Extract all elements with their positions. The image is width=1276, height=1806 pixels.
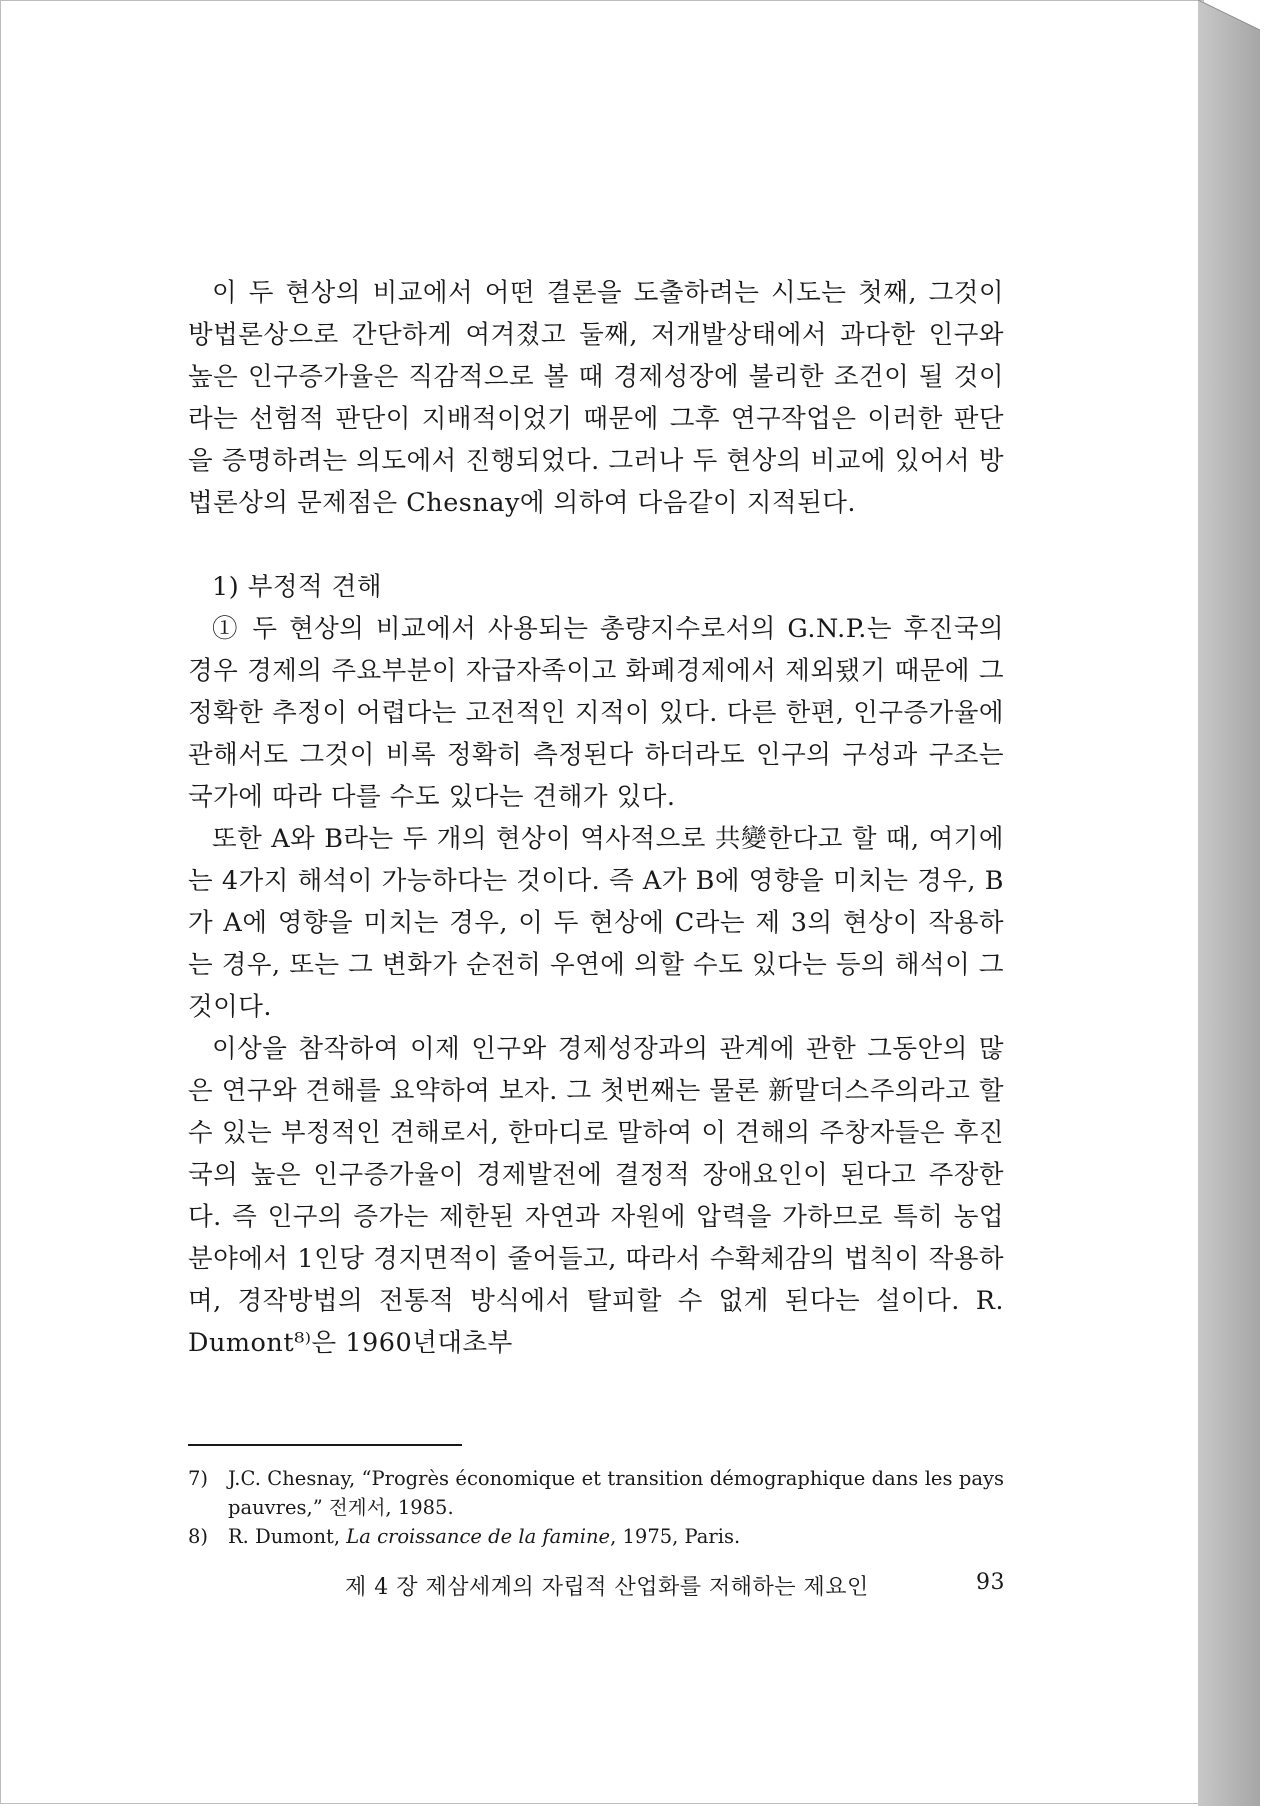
running-footer	[345, 1570, 1005, 1601]
page-stack-edge	[1198, 0, 1260, 1806]
footnote-text	[228, 1522, 1004, 1551]
paragraph-2: ① 두 현상의 비교에서 사용되는 총량지수로서의 G.N.P.는 후진국의 경우 경제의 주요부분이 자급자족이고 화폐경제에서 제외됐기 때문에 그 정확한 추정이 어렵다는 고전적인 지적이 있다. 다른 한편, 인구증가율에 관해서도 그것이 비록 정확히 측정된다 하더라도 인구의 구성과 구조는 국가에 따라 다를 수도 있다는 견해가 있다.	[188, 614, 1004, 812]
footnote-7	[188, 1464, 1004, 1522]
footnote-text	[228, 1464, 1004, 1522]
footnote-rule	[188, 1444, 462, 1446]
section-heading: 1) 부정적 견해	[212, 572, 383, 602]
main-text	[188, 272, 1004, 1364]
footnote-number: 7)	[188, 1467, 209, 1490]
footnote-book-title: La croissance de la famine	[346, 1525, 611, 1548]
footnote-author: R. Dumont,	[228, 1525, 347, 1548]
page-number: 93	[976, 1570, 1005, 1595]
footnote-number: 8)	[188, 1525, 209, 1548]
paragraph-3: 또한 A와 B라는 두 개의 현상이 역사적으로 共變한다고 할 때, 여기에는 4가지 해석이 가능하다는 것이다. 즉 A가 B에 영향을 미치는 경우, B가 A에 영향을 미치는 경우, 이 두 현상에 C라는 제 3의 현상이 작용하는 경우, 또는 그 변화가 순전히 우연에 의할 수도 있다는 등의 해석이 그것이다.	[188, 824, 1004, 1022]
chapter-title: 제 4 장 제삼세계의 자립적 산업화를 저해하는 제요인	[345, 1575, 869, 1600]
footnote-citation: J.C. Chesnay, “Progrès économique et transition démographique dans les pays pauvres,” 전게서, 1985.	[228, 1467, 1004, 1519]
footnote-8	[188, 1522, 1004, 1551]
paragraph-1: 이 두 현상의 비교에서 어떤 결론을 도출하려는 시도는 첫째, 그것이 방법론상으로 간단하게 여겨졌고 둘째, 저개발상태에서 과다한 인구와 높은 인구증가율은 직감적으로 볼 때 경제성장에 불리한 조건이 될 것이라는 선험적 판단이 지배적이었기 때문에 그후 연구작업은 이러한 판단을 증명하려는 의도에서 진행되었다. 그러나 두 현상의 비교에 있어서 방법론상의 문제점은 Chesnay에 의하여 다음같이 지적된다.	[188, 278, 1004, 518]
footnote-publication: , 1975, Paris.	[610, 1525, 741, 1548]
paragraph-4: 이상을 참작하여 이제 인구와 경제성장과의 관계에 관한 그동안의 많은 연구와 견해를 요약하여 보자. 그 첫번째는 물론 新말더스주의라고 할 수 있는 부정적인 견해로서, 한마디로 말하여 이 견해의 주창자들은 후진국의 높은 인구증가율이 경제발전에 결정적 장애요인이 된다고 주장한다. 즉 인구의 증가는 제한된 자연과 자원에 압력을 가하므로 특히 농업분야에서 1인당 경지면적이 줄어들고, 따라서 수확체감의 법칙이 작용하며, 경작방법의 전통적 방식에서 탈피할 수 없게 된다는 설이다. R. Dumont⁸⁾은 1960년대초부	[188, 1034, 1004, 1358]
footnotes	[188, 1444, 1004, 1551]
